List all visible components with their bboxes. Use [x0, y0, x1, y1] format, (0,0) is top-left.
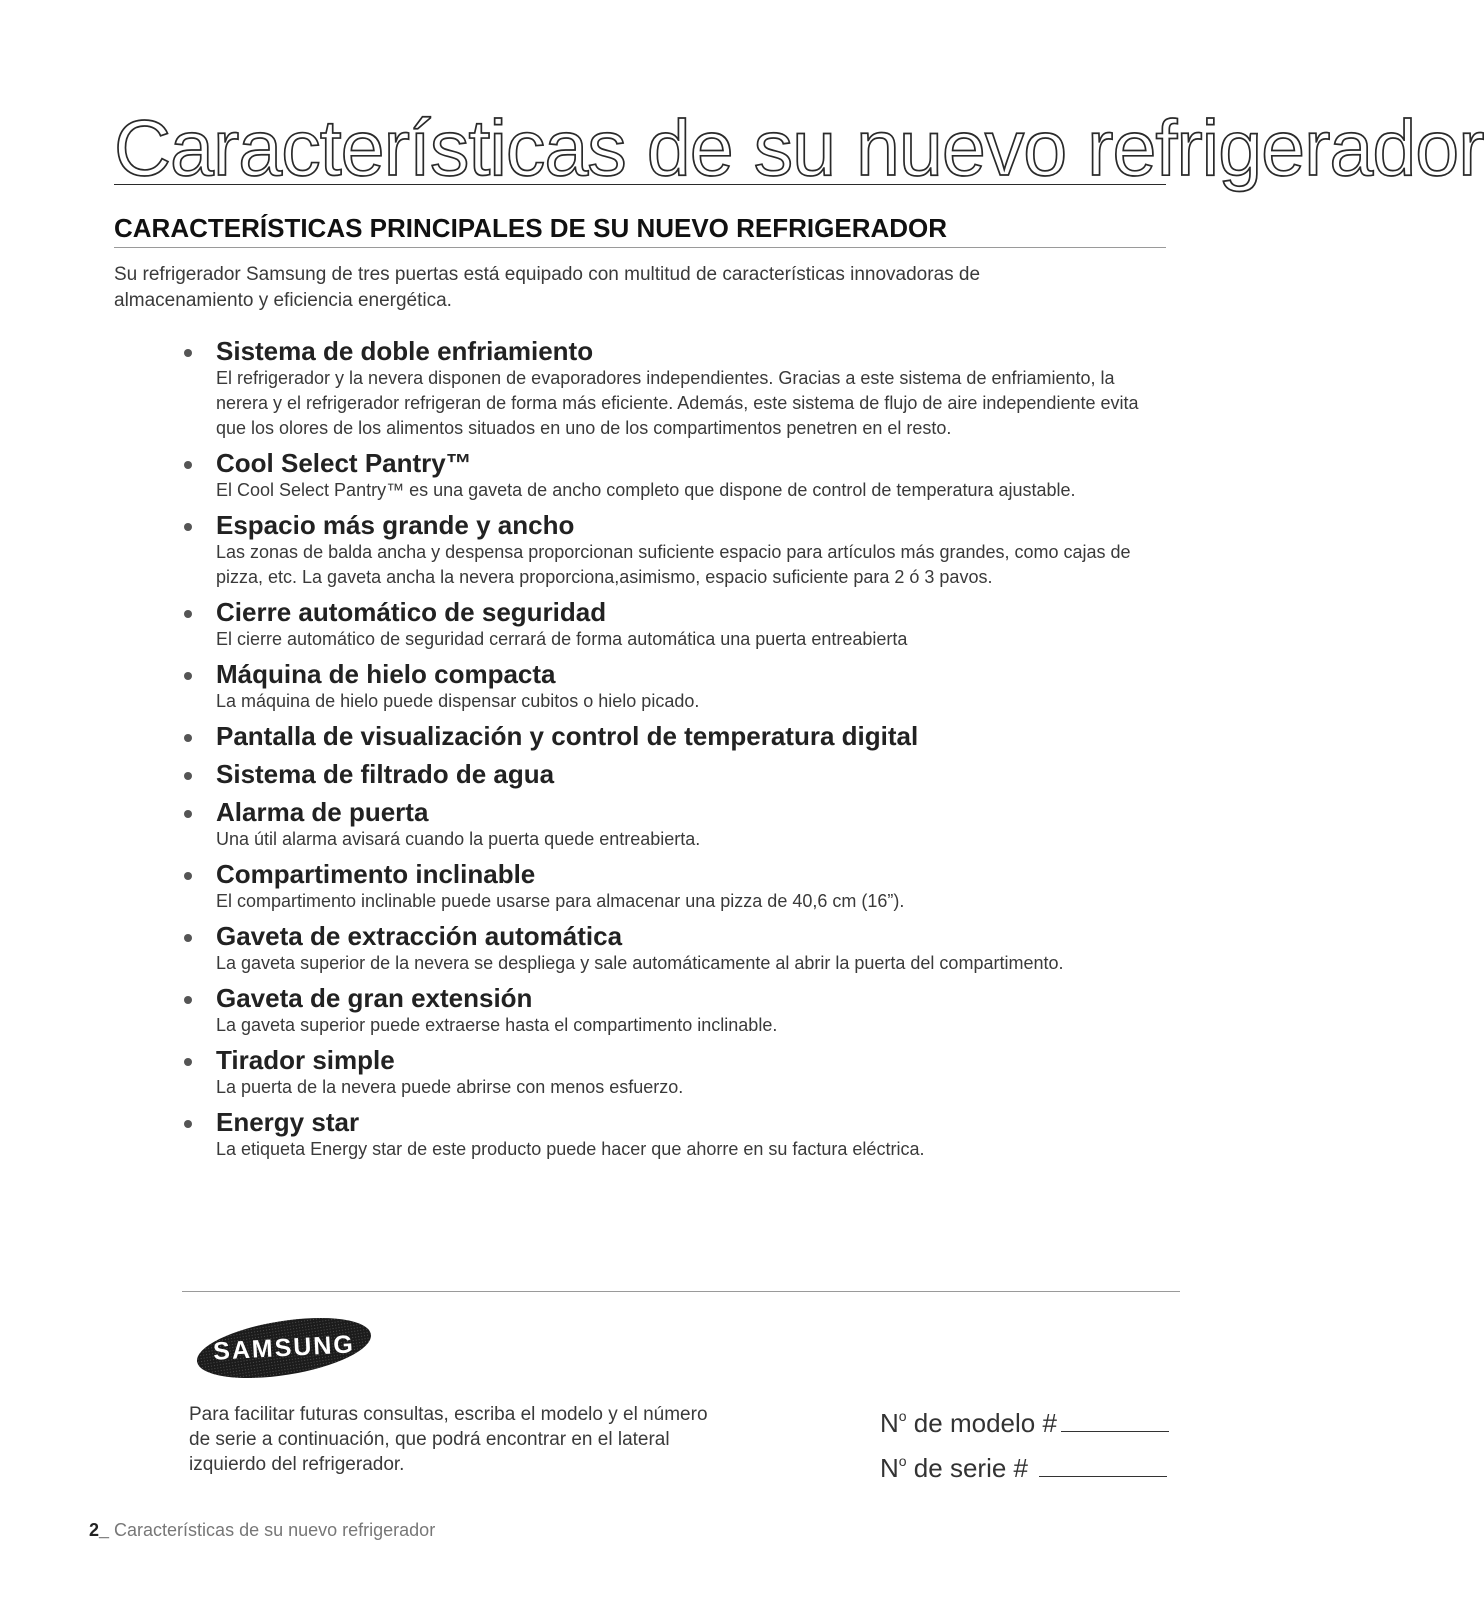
feature-description: El compartimento inclinable puede usarse para almacenar una pizza de 40,6 cm (16”).: [216, 891, 905, 911]
list-item: [180, 760, 1170, 788]
bullet-icon: [184, 772, 192, 780]
list-item: [180, 337, 1170, 441]
list-item: [180, 1046, 1170, 1100]
feature-description: La etiqueta Energy star de este producto puede hacer que ahorre en su factura eléctrica.: [216, 1139, 925, 1159]
feature-title: Sistema de doble enfriamiento: [216, 336, 594, 366]
list-item: [180, 922, 1170, 976]
serial-number-field: [880, 1446, 1167, 1483]
feature-title: Máquina de hielo compacta: [216, 659, 556, 689]
feature-title: Cool Select Pantry™: [216, 448, 472, 478]
list-item: [180, 984, 1170, 1038]
samsung-logo: [193, 1317, 375, 1379]
feature-title: Cierre automático de seguridad: [216, 597, 607, 627]
logo-text: SAMSUNG: [212, 1330, 356, 1366]
page-number: 2_: [89, 1520, 110, 1540]
list-item: [180, 598, 1170, 652]
footer-text: Características de su nuevo refrigerador: [109, 1520, 436, 1540]
intro-paragraph: Su refrigerador Samsung de tres puertas está equipado con multitud de características innovadoras de almacenamiento y eficiencia energética.: [114, 264, 981, 311]
feature-description: El refrigerador y la nevera disponen de evaporadores independientes. Gracias a este sistema de enfriamiento, la nerera y el refrigerador refrigeran de forma más eficiente. Además, este sistema de flujo de aire independiente evita que los olores de los alimentos situados en uno de los compartimentos penetren en el resto.: [216, 368, 1139, 438]
bullet-icon: [184, 1120, 192, 1128]
list-item: [180, 798, 1170, 852]
model-label: de modelo #: [906, 1408, 1057, 1438]
list-item: [180, 511, 1170, 590]
feature-title: Tirador simple: [216, 1045, 395, 1075]
feature-title: Energy star: [216, 1107, 360, 1137]
serial-blank-line: [1039, 1454, 1167, 1477]
list-item: [180, 860, 1170, 914]
serial-label-sup: o: [898, 1453, 907, 1469]
feature-title: Gaveta de gran extensión: [216, 983, 533, 1013]
feature-description: La gaveta superior puede extraerse hasta el compartimento inclinable.: [216, 1015, 778, 1035]
page-footer: [89, 1520, 435, 1541]
feature-description: Una útil alarma avisará cuando la puerta quede entreabierta.: [216, 829, 701, 849]
bullet-icon: [184, 872, 192, 880]
feature-description: El Cool Select Pantry™ es una gaveta de ancho completo que dispone de control de temperatura ajustable.: [216, 480, 1076, 500]
feature-title: Espacio más grande y ancho: [216, 510, 575, 540]
bullet-icon: [184, 523, 192, 531]
list-item: [180, 722, 1170, 750]
feature-title: Alarma de puerta: [216, 797, 429, 827]
list-item: [180, 1108, 1170, 1162]
bullet-icon: [184, 461, 192, 469]
bullet-icon: [184, 610, 192, 618]
feature-title: Sistema de filtrado de agua: [216, 759, 555, 789]
record-note: Para facilitar futuras consultas, escriba el modelo y el número de serie a continuación, que podrá encontrar en el lateral izquierdo del refrigerador.: [189, 1404, 708, 1475]
serial-label: de serie #: [906, 1453, 1036, 1483]
bullet-icon: [184, 996, 192, 1004]
title-divider: [114, 184, 1166, 185]
list-item: [180, 660, 1170, 714]
feature-title: Gaveta de extracción automática: [216, 921, 623, 951]
feature-list: [180, 337, 1170, 1162]
feature-description: La puerta de la nevera puede abrirse con menos esfuerzo.: [216, 1077, 684, 1097]
feature-description: La gaveta superior de la nevera se despliega y sale automáticamente al abrir la puerta del compartimento.: [216, 953, 1064, 973]
feature-description: Las zonas de balda ancha y despensa proporcionan suficiente espacio para artículos más grandes, como cajas de pizza, etc. La gaveta ancha la nevera proporciona,asimismo, espacio suficiente para 2 ó 3 pavos.: [216, 542, 1131, 587]
section-divider: [114, 247, 1166, 248]
model-label-prefix: N: [880, 1408, 899, 1438]
bullet-icon: [184, 734, 192, 742]
bullet-icon: [184, 934, 192, 942]
serial-label-prefix: N: [880, 1453, 899, 1483]
bullet-icon: [184, 349, 192, 357]
model-blank-line: [1061, 1409, 1169, 1432]
section-heading: CARACTERÍSTICAS PRINCIPALES DE SU NUEVO REFRIGERADOR: [114, 213, 948, 243]
feature-title: Pantalla de visualización y control de temperatura digital: [216, 721, 919, 751]
model-label-sup: o: [898, 1408, 907, 1424]
feature-title: Compartimento inclinable: [216, 859, 536, 889]
page-title: Características de su nuevo refrigerador: [114, 103, 1484, 192]
feature-description: La máquina de hielo puede dispensar cubitos o hielo picado.: [216, 691, 700, 711]
model-number-field: [880, 1401, 1169, 1438]
bullet-icon: [184, 810, 192, 818]
bullet-icon: [184, 672, 192, 680]
feature-description: El cierre automático de seguridad cerrará de forma automática una puerta entreabierta: [216, 629, 908, 649]
footer-divider: [182, 1291, 1180, 1292]
list-item: [180, 449, 1170, 503]
bullet-icon: [184, 1058, 192, 1066]
